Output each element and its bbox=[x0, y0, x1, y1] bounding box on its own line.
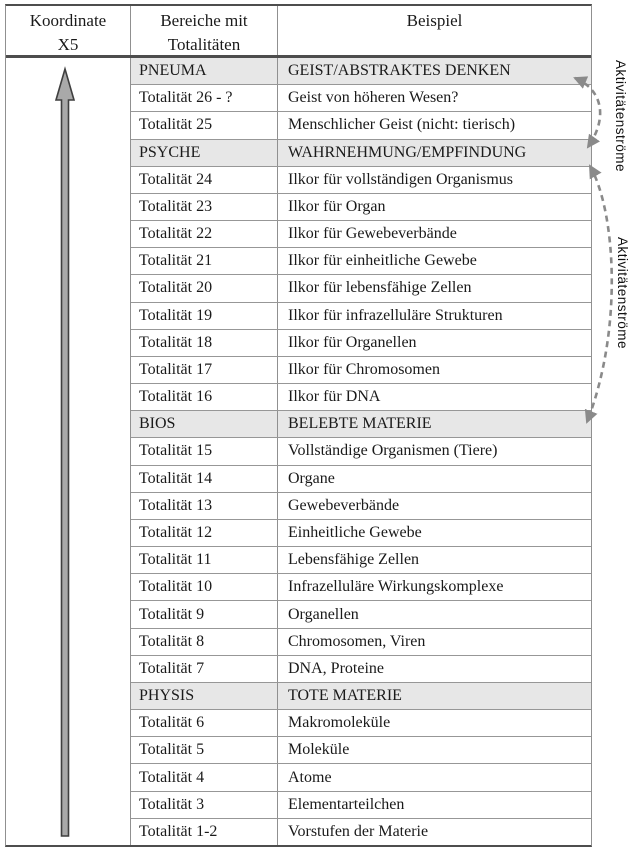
beispiel-cell: Ilkor für Gewebeverbände bbox=[288, 225, 457, 243]
bereich-cell: Totalität 6 bbox=[131, 710, 278, 736]
beispiel-cell: Makromoleküle bbox=[288, 714, 391, 732]
table-row bbox=[131, 656, 591, 683]
header-koordinate bbox=[6, 6, 131, 55]
table-row bbox=[131, 737, 591, 764]
beispiel-cell: DNA, Proteine bbox=[288, 659, 384, 677]
bereich-cell: Totalität 9 bbox=[131, 601, 278, 627]
bereich-cell: Totalität 24 bbox=[131, 167, 278, 193]
header-koordinate-line1: Koordinate bbox=[29, 11, 107, 30]
activity-streams-label-1: Aktivitätenströme bbox=[613, 60, 628, 173]
bereich-cell: Totalität 22 bbox=[131, 221, 278, 247]
rows-container bbox=[131, 58, 591, 845]
bereich-cell: Totalität 19 bbox=[131, 303, 278, 329]
beispiel-cell: Atome bbox=[288, 768, 332, 786]
bereich-cell: Totalität 1-2 bbox=[131, 819, 278, 845]
beispiel-cell: Organellen bbox=[288, 605, 359, 623]
table-row bbox=[131, 601, 591, 628]
table-row bbox=[131, 547, 591, 574]
table-row bbox=[131, 764, 591, 791]
table-row bbox=[131, 112, 591, 139]
bereich-cell: Totalität 20 bbox=[131, 275, 278, 301]
table-row bbox=[131, 629, 591, 656]
beispiel-cell: Vollständige Organismen (Tiere) bbox=[288, 442, 498, 460]
beispiel-cell: Ilkor für einheitliche Gewebe bbox=[288, 252, 477, 270]
header-beispiel bbox=[278, 6, 591, 55]
bereich-cell: Totalität 13 bbox=[131, 493, 278, 519]
table-header-row bbox=[6, 6, 591, 58]
beispiel-cell: Elementarteilchen bbox=[288, 795, 405, 813]
table-row bbox=[131, 438, 591, 465]
beispiel-cell: Organe bbox=[288, 469, 335, 487]
beispiel-cell: Ilkor für DNA bbox=[288, 388, 381, 406]
totalitaeten-table bbox=[5, 4, 592, 847]
beispiel-cell: Geist von höheren Wesen? bbox=[288, 89, 459, 107]
bereich-cell: Totalität 25 bbox=[131, 112, 278, 138]
bereich-cell: Totalität 11 bbox=[131, 547, 278, 573]
header-koordinate-line2: X5 bbox=[57, 35, 79, 54]
band-row bbox=[131, 411, 591, 438]
beispiel-cell: GEIST/ABSTRAKTES DENKEN bbox=[288, 62, 511, 80]
beispiel-cell: Ilkor für infrazelluläre Strukturen bbox=[288, 306, 503, 324]
beispiel-cell: Ilkor für Organ bbox=[288, 197, 386, 215]
table-row bbox=[131, 303, 591, 330]
header-beispiel-label: Beispiel bbox=[406, 11, 463, 30]
bereich-cell: Totalität 18 bbox=[131, 330, 278, 356]
table-row bbox=[131, 194, 591, 221]
bereich-cell: Totalität 7 bbox=[131, 656, 278, 682]
beispiel-cell: BELEBTE MATERIE bbox=[288, 415, 432, 433]
beispiel-cell: Einheitliche Gewebe bbox=[288, 524, 422, 541]
bereich-cell: PSYCHE bbox=[131, 140, 278, 166]
table-row bbox=[131, 466, 591, 493]
bereich-cell: Totalität 23 bbox=[131, 194, 278, 220]
beispiel-cell: Ilkor für vollständigen Organismus bbox=[288, 170, 514, 188]
table-row bbox=[131, 792, 591, 819]
bereich-cell: PNEUMA bbox=[131, 58, 278, 84]
table-row bbox=[131, 493, 591, 520]
bereich-cell: BIOS bbox=[131, 411, 278, 437]
bereich-cell: Totalität 26 - ? bbox=[131, 85, 278, 111]
beispiel-cell: TOTE MATERIE bbox=[288, 687, 402, 705]
table-row bbox=[131, 357, 591, 384]
bereich-cell: Totalität 16 bbox=[131, 384, 278, 410]
band-row bbox=[131, 140, 591, 167]
table-row bbox=[131, 248, 591, 275]
bereich-cell: Totalität 14 bbox=[131, 466, 278, 492]
beispiel-cell: Infrazelluläre Wirkungskomplexe bbox=[288, 578, 504, 596]
beispiel-cell: Ilkor für Organellen bbox=[288, 333, 417, 351]
table-row bbox=[131, 221, 591, 248]
beispiel-cell: Menschlicher Geist (nicht: tierisch) bbox=[288, 116, 516, 134]
bereich-cell: Totalität 21 bbox=[131, 248, 278, 274]
table-body bbox=[6, 58, 591, 845]
table-row bbox=[131, 167, 591, 194]
bereich-cell: PHYSIS bbox=[131, 683, 278, 709]
band-row bbox=[131, 58, 591, 85]
table-row bbox=[131, 574, 591, 601]
beispiel-cell: Ilkor für Chromosomen bbox=[288, 360, 440, 378]
header-bereiche-line1: Bereiche mit bbox=[160, 11, 248, 30]
bereich-cell: Totalität 5 bbox=[131, 737, 278, 763]
header-bereiche-line2: Totalitäten bbox=[167, 35, 241, 54]
table-row bbox=[131, 275, 591, 302]
table-row bbox=[131, 330, 591, 357]
koordinate-axis-cell bbox=[6, 58, 131, 845]
beispiel-cell: Lebensfähige Zellen bbox=[288, 551, 420, 569]
bereich-cell: Totalität 15 bbox=[131, 438, 278, 464]
bereich-cell: Totalität 10 bbox=[131, 574, 278, 600]
header-bereiche bbox=[131, 6, 278, 55]
bereich-cell: Totalität 8 bbox=[131, 629, 278, 655]
beispiel-cell: Ilkor für lebensfähige Zellen bbox=[288, 279, 472, 297]
table-row bbox=[131, 819, 591, 845]
table-row bbox=[131, 710, 591, 737]
beispiel-cell: WAHRNEHMUNG/EMPFINDUNG bbox=[288, 143, 527, 161]
beispiel-cell: Vorstufen der Materie bbox=[288, 822, 429, 840]
beispiel-cell: Moleküle bbox=[288, 741, 350, 759]
bereich-cell: Totalität 12 bbox=[131, 520, 278, 546]
table-row bbox=[131, 520, 591, 547]
bereich-cell: Totalität 3 bbox=[131, 792, 278, 818]
bereich-cell: Totalität 4 bbox=[131, 764, 278, 790]
beispiel-cell: Gewebeverbände bbox=[288, 496, 400, 514]
bereich-cell: Totalität 17 bbox=[131, 357, 278, 383]
table-row bbox=[131, 85, 591, 112]
activity-streams-label-2: Aktivitätenströme bbox=[615, 237, 630, 350]
band-row bbox=[131, 683, 591, 710]
beispiel-cell: Chromosomen, Viren bbox=[288, 632, 426, 650]
table-row bbox=[131, 384, 591, 411]
